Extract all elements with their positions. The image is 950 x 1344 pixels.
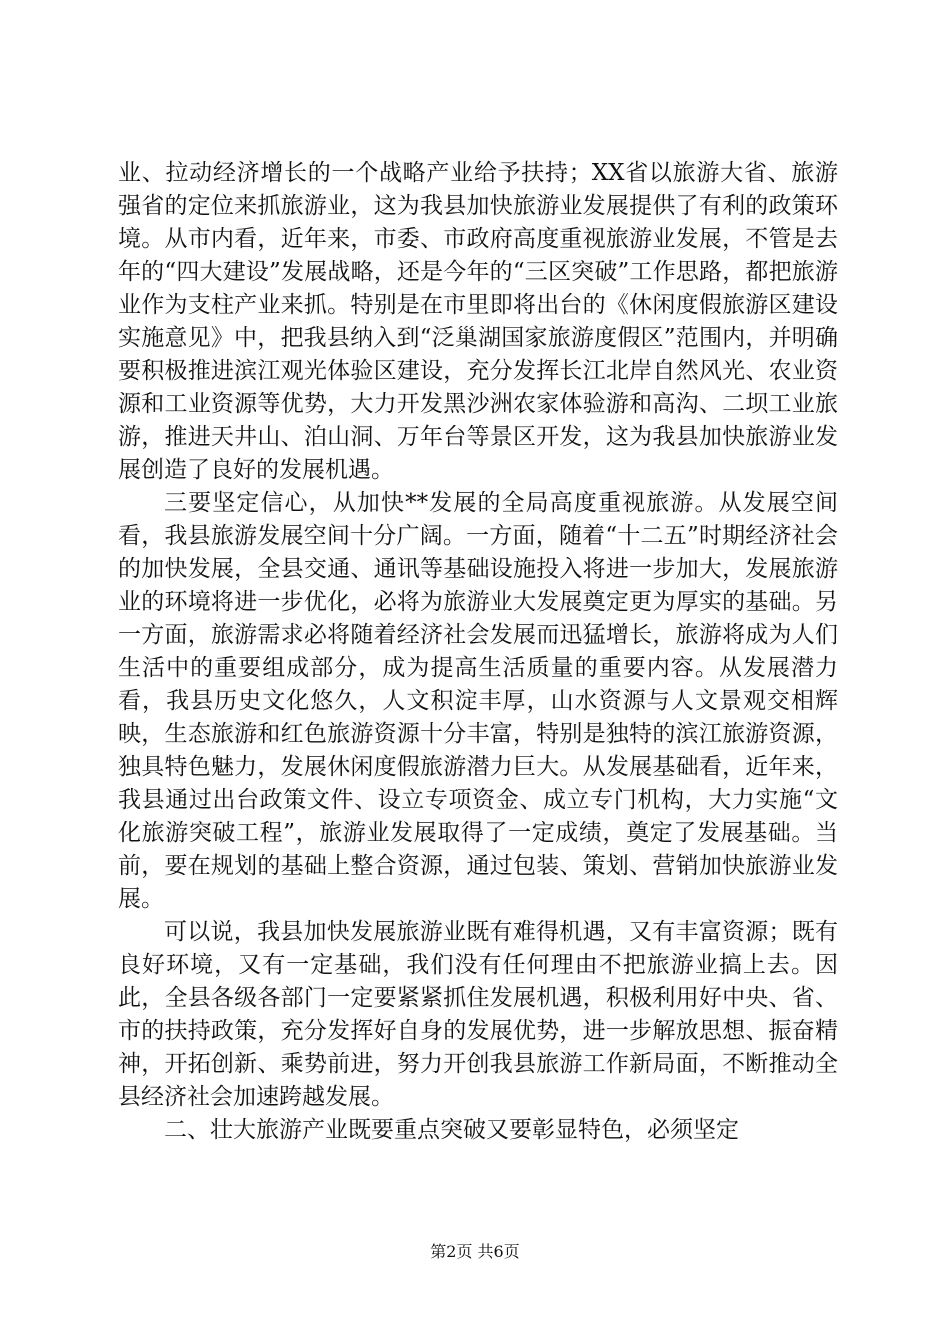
paragraph-section-two: 二、壮大旅游产业既要重点突破又要彰显特色，必须坚定 bbox=[164, 1117, 739, 1143]
paragraph-confidence: 三要坚定信心，从加快**发展的全局高度重视旅游。从发展空间看，我县旅游发展空间十分广阔。一方面，随着“十二五”时期经济社会的加快发展，全县交通、通讯等基础设施投入将进一步加大，发展旅游业的环境将进一步优化，必将为旅游业大发展奠定更为厚实的基础。另一方面，旅游需求必将随着经济社会发展而迅猛增长，旅游将成为人们生活中的重要组成部分，成为提高生活质量的重要内容。从发展潜力看，我县历史文化悠久，人文积淀丰厚，山水资源与人文景观交相辉映，生态旅游和红色旅游资源十分丰富，特别是独特的滨江旅游资源，独具特色魅力，发展休闲度假旅游潜力巨大。从发展基础看，近年来，我县通过出台政策文件、设立专项资金、成立专门机构，大力实施“文化旅游突破工程”，旅游业发展取得了一定成绩，奠定了发展基础。当前，要在规划的基础上整合资源，通过包装、策划、营销加快旅游业发展。 bbox=[118, 490, 838, 912]
page-footer: 第2页 共6页 bbox=[430, 1242, 520, 1261]
paragraph-continuation: 业、拉动经济增长的一个战略产业给予扶持；XX省以旅游大省、旅游强省的定位来抓旅游业，这为我县加快旅游业发展提供了有利的政策环境。从市内看，近年来，市委、市政府高度重视旅游业发展，不管是去年的“四大建设”发展战略，还是今年的“三区突破”工作思路，都把旅游业作为支柱产业来抓。特别是在市里即将出台的《休闲度假旅游区建设实施意见》中，把我县纳入到“泛巢湖国家旅游度假区”范围内，并明确要积极推进滨江观光体验区建设，充分发挥长江北岸自然风光、农业资源和工业资源等优势，大力开发黑沙洲农家体验游和高沟、二坝工业旅游，推进天井山、泊山洞、万年台等景区开发，这为我县加快旅游业发展创造了良好的发展机遇。 bbox=[118, 160, 838, 483]
paragraph-summary: 可以说，我县加快发展旅游业既有难得机遇，又有丰富资源；既有良好环境，又有一定基础，我们没有任何理由不把旅游业搞上去。因此，全县各级各部门一定要紧紧抓住发展机遇，积极利用好中央、省、市的扶持政策，充分发挥好自身的发展优势，进一步解放思想、振奋精神，开拓创新、乘势前进，努力开创我县旅游工作新局面，不断推动全县经济社会加速跨越发展。 bbox=[118, 919, 838, 1110]
body-text bbox=[118, 157, 838, 1147]
